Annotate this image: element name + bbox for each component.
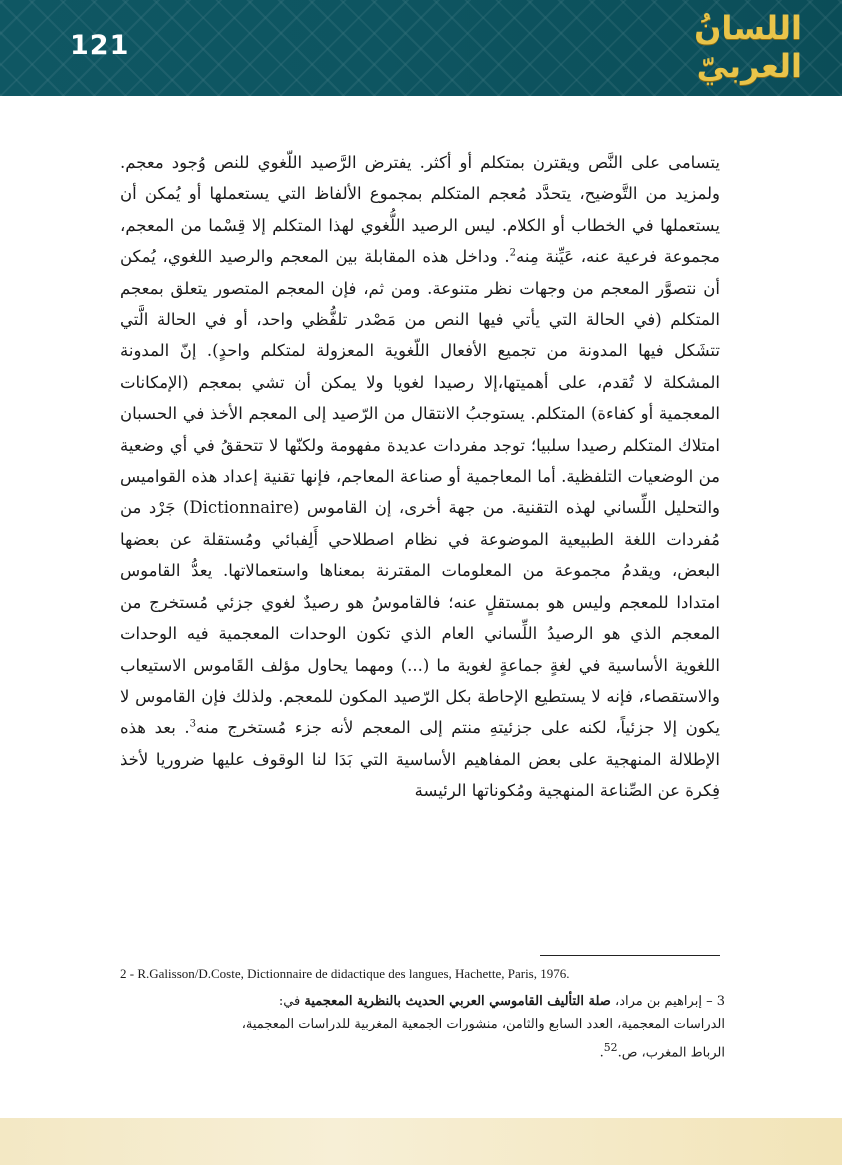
footnote-3-title: صلة التأليف القاموسي العربي الحديث بالنظرية المعجمية xyxy=(304,994,611,1009)
main-paragraph xyxy=(120,147,720,807)
journal-logo xyxy=(632,9,802,85)
paragraph-part-1: يتسامى على النَّص ويقترن بمتكلم أو أكثر. يفترض الرَّصيد اللّغوي للنص وُجود معجم. ولمزيد من التَّوضيح، يتحدَّد مُعجم المتكلم بمجموع الألفاظ التي يستعملها أو يُمكن أن يستعملها في الخطاب أو الكلام. ليس الرصيد اللُّغوي لهذا المتكلم إلا قِسْما من المعجم، مجموعة فرعية عنه، عَيِّنة مِنه xyxy=(120,153,721,267)
footnote-3 xyxy=(225,990,725,1064)
footnote-3-page: 52 xyxy=(603,1041,618,1054)
body-text xyxy=(120,147,720,807)
logo-text: اللسانُ العربيّ xyxy=(694,9,802,85)
paragraph-part-2: . وداخل هذه المقابلة بين المعجم والرصيد اللغوي، يُمكن أن نتصوَّر المعجم من وجهات نظر متنوعة. ومن ثم، فإن المعجم المتصور يتعلق بمعجم المتكلم (في الحالة التي يأتي فيها النص من مَصْدر تلفُّظي واحد، أو في الحالة الَّتي تتشَكل فيها المدونة من تجميع الأفعال اللّغوية المعزولة لمتكلم واحدٍ). إنّ المدونة المشكلة لا تُقدم، على أهميتها،إلا رصيدا لغويا ولا يمكن أن تشي بمعجم (الإمكانات المعجمية أو كفاءة) المتكلم. يستوجبُ الانتقال من الرّصيد إلى المعجم الأخذ في الحسبان امتلاك المتكلم رصيدا سلبيا؛ توجد مفردات عديدة مفهومة ولكنّها لا تتحققُ في أي وضعية من الوضعيات التلفظية. أما المعاجمية أو صناعة المعاجم، فإنها تقنية إعداد هذه القواميس والتحليل اللِّساني لهذه التقنية. من جهة أخرى، إن القاموس (Dictionnaire) جَرْد من مُفردات اللغة الطبيعية الموضوعة في نظام اصطلاحي أَلِفبائي ومُستقلة عن بعضها البعض، ويقدمُ مجموعة من المعلومات المقترنة بمعناها واستعمالاتها. يعدُّ القاموس امتدادا للمعجم وليس هو بمستقلٍ عنه؛ فالقاموسُ هو رصيدٌ لغوي جزئي مُستخرج من المعجم الذي هو الرصيدُ اللِّساني العام الذي تكون الوحدات المعجمية فيه الوحدات اللغوية الأساسية في لغةٍ جماعةٍ لغوية ما (...) ومهما يحاول مؤلف القَاموس الاستيعاب والاستقصاء، فإنه لا يستطيع الإحاطة بكل الرّصيد المكون للمعجم. ولذلك فإن القاموس لا يكون إلا جزئياً، لكنه على جزئيتهِ منتم إلى المعجم لأنه جزء مُستخرج منه xyxy=(120,247,720,738)
footnote-ref-2[interactable]: 2 xyxy=(509,247,517,259)
footnote-ref-3[interactable]: 3 xyxy=(189,718,197,730)
footnote-3-end: . xyxy=(599,1045,604,1061)
paragraph-part-3: . بعد هذه الإطلالة المنهجية على بعض المفاهيم الأساسية التي بَدَا لنا الوقوف عليها ضروريا لأخذ فِكرة عن الصِّناعة المنهجية ومُكوناتها الرئيسة xyxy=(120,718,720,801)
footnote-3-source: في: الدراسات المعجمية، العدد السابع والثامن، منشورات الجمعية المغربية للدراسات المعجمية، الرباط المغرب، ص. xyxy=(241,994,725,1061)
footnote-3-prefix: 3 – إبراهيم بن مراد، xyxy=(610,994,725,1009)
footnote-2: 2 - R.Galisson/D.Coste, Dictionnaire de didactique des langues, Hachette, Paris, 1976. xyxy=(120,966,570,981)
page-header xyxy=(0,0,842,96)
footnote-divider xyxy=(540,955,720,956)
page-number: 121 xyxy=(70,30,130,61)
page-footer-band xyxy=(0,1118,842,1165)
